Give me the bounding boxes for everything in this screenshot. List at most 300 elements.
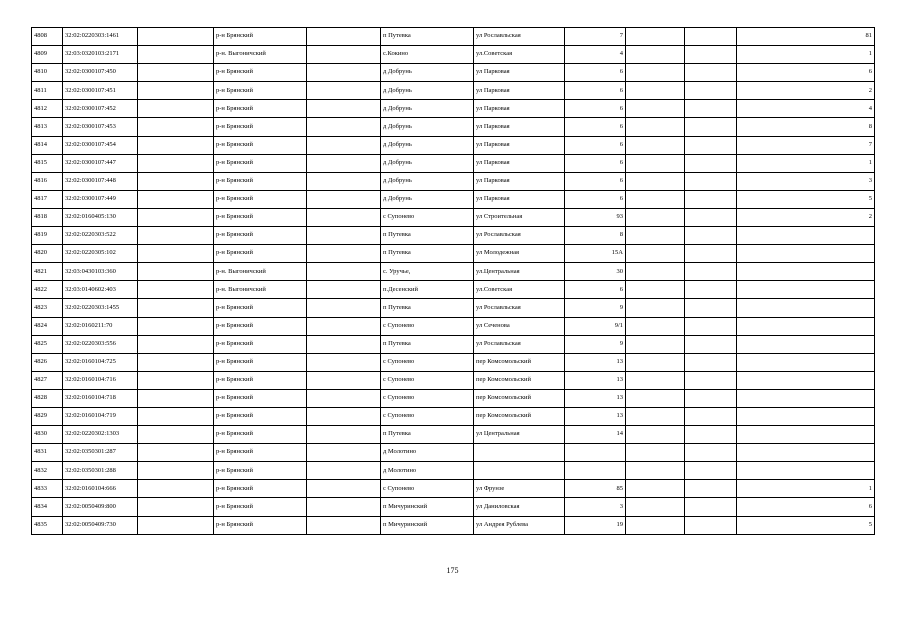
cell-cadastral-extra: [138, 263, 214, 281]
table-row: [32, 353, 875, 371]
cell-settlement: п Мичуринский: [381, 516, 474, 534]
cell-cadastral-number: 32:02:0300107:449: [63, 190, 138, 208]
cell-cadastral-extra: [138, 118, 214, 136]
cell-cadastral-number: 32:02:0220302:1303: [63, 426, 138, 444]
cell-district: р-н Брянский: [214, 245, 307, 263]
cell-district-extra: [307, 28, 381, 46]
table-row: [32, 46, 875, 64]
cell-building: [626, 154, 685, 172]
cell-building: [626, 407, 685, 425]
cell-row-number: 4833: [32, 480, 63, 498]
cell-row-number: 4815: [32, 154, 63, 172]
cell-building: [626, 136, 685, 154]
cell-apartment: [737, 389, 875, 407]
cell-district-extra: [307, 64, 381, 82]
table-row: [32, 136, 875, 154]
cell-row-number: 4834: [32, 498, 63, 516]
cell-block: [685, 46, 737, 64]
cell-street: ул Рославльская: [474, 28, 565, 46]
cell-house-number: 14: [565, 426, 626, 444]
cell-block: [685, 444, 737, 462]
cell-cadastral-number: 32:02:0220305:102: [63, 245, 138, 263]
cell-apartment: 7: [737, 136, 875, 154]
cell-district: р-н Брянский: [214, 299, 307, 317]
table-row: [32, 227, 875, 245]
cell-house-number: 6: [565, 82, 626, 100]
cell-cadastral-extra: [138, 245, 214, 263]
cell-district: р-н Брянский: [214, 64, 307, 82]
cell-row-number: 4820: [32, 245, 63, 263]
cell-apartment: 1: [737, 154, 875, 172]
cell-block: [685, 407, 737, 425]
table-row: [32, 82, 875, 100]
cell-row-number: 4821: [32, 263, 63, 281]
cell-street: ул Парковая: [474, 118, 565, 136]
cell-building: [626, 100, 685, 118]
cell-house-number: 8: [565, 227, 626, 245]
table-row: [32, 172, 875, 190]
cell-district: р-н Брянский: [214, 498, 307, 516]
cell-building: [626, 389, 685, 407]
cell-cadastral-number: 32:03:0140602:403: [63, 281, 138, 299]
cell-street: ул Андрея Рублева: [474, 516, 565, 534]
cell-house-number: 6: [565, 190, 626, 208]
cell-district: р-н Брянский: [214, 353, 307, 371]
cell-block: [685, 118, 737, 136]
cell-block: [685, 82, 737, 100]
cell-cadastral-number: 32:02:0160211:70: [63, 317, 138, 335]
cell-district: р-н Брянский: [214, 82, 307, 100]
cell-district-extra: [307, 516, 381, 534]
cell-house-number: 7: [565, 28, 626, 46]
cell-district-extra: [307, 480, 381, 498]
cell-building: [626, 263, 685, 281]
table-row: [32, 516, 875, 534]
cell-apartment: 5: [737, 516, 875, 534]
cell-cadastral-number: 32:02:0300107:450: [63, 64, 138, 82]
cell-cadastral-number: 32:02:0160104:718: [63, 389, 138, 407]
cell-cadastral-extra: [138, 281, 214, 299]
cell-settlement: с Супонево: [381, 371, 474, 389]
cell-cadastral-number: 32:02:0300107:451: [63, 82, 138, 100]
cell-row-number: 4826: [32, 353, 63, 371]
cell-cadastral-number: 32:03:0430103:360: [63, 263, 138, 281]
cell-house-number: 19: [565, 516, 626, 534]
cell-street: ул Парковая: [474, 82, 565, 100]
cell-street: пер Комсомольский: [474, 389, 565, 407]
cell-block: [685, 353, 737, 371]
cell-district: р-н Брянский: [214, 426, 307, 444]
cell-cadastral-number: 32:02:0350301:287: [63, 444, 138, 462]
cell-row-number: 4827: [32, 371, 63, 389]
cell-district-extra: [307, 208, 381, 226]
cell-district-extra: [307, 245, 381, 263]
cell-building: [626, 82, 685, 100]
cell-district: р-н Брянский: [214, 172, 307, 190]
cell-block: [685, 208, 737, 226]
cell-cadastral-extra: [138, 46, 214, 64]
cell-settlement: с Супонево: [381, 389, 474, 407]
cell-apartment: 8: [737, 118, 875, 136]
table-row: [32, 208, 875, 226]
table-body: [32, 28, 875, 535]
cell-house-number: 15А: [565, 245, 626, 263]
cell-row-number: 4810: [32, 64, 63, 82]
cell-block: [685, 299, 737, 317]
cell-block: [685, 426, 737, 444]
cell-settlement: д Добрунь: [381, 136, 474, 154]
cell-cadastral-extra: [138, 64, 214, 82]
cell-street: ул Рославльская: [474, 227, 565, 245]
cell-district-extra: [307, 136, 381, 154]
cell-apartment: 1: [737, 480, 875, 498]
cell-building: [626, 317, 685, 335]
cell-settlement: п Путевка: [381, 245, 474, 263]
cell-street: ул Молодежная: [474, 245, 565, 263]
cell-building: [626, 28, 685, 46]
cell-district-extra: [307, 371, 381, 389]
cell-street: ул Фрунзе: [474, 480, 565, 498]
cell-house-number: 6: [565, 100, 626, 118]
cell-apartment: 6: [737, 64, 875, 82]
cell-building: [626, 208, 685, 226]
cell-cadastral-extra: [138, 371, 214, 389]
cell-row-number: 4829: [32, 407, 63, 425]
cell-row-number: 4823: [32, 299, 63, 317]
cell-house-number: 13: [565, 353, 626, 371]
cell-row-number: 4817: [32, 190, 63, 208]
cell-building: [626, 118, 685, 136]
cell-building: [626, 46, 685, 64]
cell-settlement: с Супонево: [381, 407, 474, 425]
registry-table: [31, 27, 875, 535]
cell-apartment: 2: [737, 82, 875, 100]
cell-house-number: 6: [565, 136, 626, 154]
cell-house-number: 30: [565, 263, 626, 281]
cell-cadastral-extra: [138, 462, 214, 480]
cell-apartment: 5: [737, 190, 875, 208]
cell-building: [626, 190, 685, 208]
table-row: [32, 263, 875, 281]
cell-cadastral-extra: [138, 335, 214, 353]
cell-cadastral-extra: [138, 208, 214, 226]
cell-district: р-н Брянский: [214, 389, 307, 407]
cell-district: р-н Брянский: [214, 407, 307, 425]
page-number: 175: [446, 566, 459, 575]
cell-street: ул Строительная: [474, 208, 565, 226]
cell-row-number: 4808: [32, 28, 63, 46]
cell-apartment: [737, 245, 875, 263]
cell-cadastral-number: 32:02:0350301:288: [63, 462, 138, 480]
cell-district-extra: [307, 172, 381, 190]
cell-street: пер Комсомольский: [474, 407, 565, 425]
cell-apartment: 2: [737, 208, 875, 226]
cell-house-number: 93: [565, 208, 626, 226]
cell-settlement: д Добрунь: [381, 64, 474, 82]
cell-district-extra: [307, 100, 381, 118]
table-row: [32, 498, 875, 516]
cell-row-number: 4811: [32, 82, 63, 100]
cell-block: [685, 317, 737, 335]
cell-street: ул Рославльская: [474, 335, 565, 353]
cell-building: [626, 281, 685, 299]
cell-street: ул Рославльская: [474, 299, 565, 317]
cell-settlement: п Путевка: [381, 426, 474, 444]
table-row: [32, 480, 875, 498]
cell-district: р-н Брянский: [214, 462, 307, 480]
cell-district-extra: [307, 281, 381, 299]
cell-apartment: [737, 317, 875, 335]
cell-district: р-н. Выгоничский: [214, 281, 307, 299]
cell-house-number: 85: [565, 480, 626, 498]
cell-street: пер Комсомольский: [474, 371, 565, 389]
table-row: [32, 245, 875, 263]
cell-district: р-н Брянский: [214, 516, 307, 534]
cell-district-extra: [307, 335, 381, 353]
cell-district-extra: [307, 299, 381, 317]
cell-building: [626, 480, 685, 498]
cell-settlement: с Супонево: [381, 480, 474, 498]
cell-street: [474, 462, 565, 480]
cell-cadastral-number: 32:02:0050409:730: [63, 516, 138, 534]
cell-district: р-н. Выгоничский: [214, 263, 307, 281]
cell-cadastral-number: 32:02:0160104:719: [63, 407, 138, 425]
cell-building: [626, 462, 685, 480]
cell-house-number: 4: [565, 46, 626, 64]
cell-apartment: [737, 371, 875, 389]
cell-apartment: 4: [737, 100, 875, 118]
cell-cadastral-number: 32:02:0220303:1461: [63, 28, 138, 46]
table-row: [32, 28, 875, 46]
cell-house-number: 9: [565, 299, 626, 317]
cell-block: [685, 462, 737, 480]
cell-district: р-н Брянский: [214, 208, 307, 226]
cell-settlement: п Путевка: [381, 299, 474, 317]
cell-house-number: 6: [565, 281, 626, 299]
cell-apartment: [737, 281, 875, 299]
cell-cadastral-number: 32:02:0220303:522: [63, 227, 138, 245]
cell-block: [685, 516, 737, 534]
cell-district: р-н Брянский: [214, 118, 307, 136]
cell-house-number: 6: [565, 118, 626, 136]
cell-cadastral-number: 32:02:0160104:716: [63, 371, 138, 389]
cell-settlement: д Добрунь: [381, 154, 474, 172]
cell-row-number: 4822: [32, 281, 63, 299]
cell-cadastral-number: 32:02:0160405:130: [63, 208, 138, 226]
cell-row-number: 4814: [32, 136, 63, 154]
cell-cadastral-number: 32:02:0300107:453: [63, 118, 138, 136]
cell-settlement: с. Уручье,: [381, 263, 474, 281]
cell-cadastral-extra: [138, 498, 214, 516]
cell-building: [626, 498, 685, 516]
table-row: [32, 335, 875, 353]
table-row: [32, 281, 875, 299]
table-row: [32, 154, 875, 172]
cell-settlement: д Добрунь: [381, 118, 474, 136]
cell-district: р-н. Выгоничский: [214, 46, 307, 64]
cell-settlement: д Добрунь: [381, 100, 474, 118]
cell-district: р-н Брянский: [214, 136, 307, 154]
cell-cadastral-extra: [138, 299, 214, 317]
cell-cadastral-number: 32:02:0220303:1455: [63, 299, 138, 317]
cell-row-number: 4818: [32, 208, 63, 226]
cell-cadastral-number: 32:02:0160104:725: [63, 353, 138, 371]
cell-building: [626, 64, 685, 82]
cell-district: р-н Брянский: [214, 28, 307, 46]
cell-cadastral-extra: [138, 136, 214, 154]
table-row: [32, 444, 875, 462]
cell-district-extra: [307, 407, 381, 425]
cell-building: [626, 245, 685, 263]
cell-district: р-н Брянский: [214, 371, 307, 389]
cell-street: ул.Советская: [474, 281, 565, 299]
cell-building: [626, 172, 685, 190]
cell-settlement: д Добрунь: [381, 190, 474, 208]
cell-house-number: 9: [565, 335, 626, 353]
cell-building: [626, 444, 685, 462]
cell-house-number: 6: [565, 154, 626, 172]
cell-street: ул Парковая: [474, 190, 565, 208]
cell-apartment: 3: [737, 172, 875, 190]
cell-cadastral-extra: [138, 190, 214, 208]
cell-block: [685, 335, 737, 353]
cell-settlement: д Молотино: [381, 444, 474, 462]
cell-district-extra: [307, 82, 381, 100]
cell-district: р-н Брянский: [214, 190, 307, 208]
cell-block: [685, 245, 737, 263]
cell-block: [685, 28, 737, 46]
cell-house-number: 13: [565, 407, 626, 425]
cell-settlement: п.Десенский: [381, 281, 474, 299]
cell-apartment: [737, 335, 875, 353]
cell-settlement: п Путевка: [381, 28, 474, 46]
cell-apartment: [737, 426, 875, 444]
cell-building: [626, 353, 685, 371]
cell-apartment: 6: [737, 498, 875, 516]
cell-cadastral-extra: [138, 28, 214, 46]
cell-apartment: [737, 444, 875, 462]
cell-settlement: п Путевка: [381, 227, 474, 245]
cell-row-number: 4825: [32, 335, 63, 353]
table-row: [32, 371, 875, 389]
cell-street: ул Парковая: [474, 172, 565, 190]
cell-district: р-н Брянский: [214, 317, 307, 335]
cell-district: р-н Брянский: [214, 154, 307, 172]
table-row: [32, 299, 875, 317]
cell-cadastral-extra: [138, 516, 214, 534]
cell-district-extra: [307, 444, 381, 462]
cell-cadastral-extra: [138, 82, 214, 100]
cell-cadastral-extra: [138, 154, 214, 172]
cell-cadastral-extra: [138, 227, 214, 245]
cell-row-number: 4819: [32, 227, 63, 245]
cell-cadastral-number: 32:02:0300107:448: [63, 172, 138, 190]
cell-settlement: с.Кокино: [381, 46, 474, 64]
cell-block: [685, 227, 737, 245]
cell-building: [626, 335, 685, 353]
cell-cadastral-extra: [138, 407, 214, 425]
cell-house-number: 6: [565, 64, 626, 82]
cell-house-number: 13: [565, 371, 626, 389]
cell-settlement: д Добрунь: [381, 82, 474, 100]
table-row: [32, 100, 875, 118]
cell-street: ул Парковая: [474, 136, 565, 154]
cell-district-extra: [307, 154, 381, 172]
cell-cadastral-number: 32:03:0320103:2171: [63, 46, 138, 64]
cell-cadastral-number: 32:02:0220303:556: [63, 335, 138, 353]
cell-apartment: [737, 353, 875, 371]
cell-building: [626, 227, 685, 245]
cell-block: [685, 172, 737, 190]
cell-cadastral-extra: [138, 317, 214, 335]
cell-cadastral-number: 32:02:0160104:666: [63, 480, 138, 498]
cell-district-extra: [307, 263, 381, 281]
table-row: [32, 118, 875, 136]
cell-district-extra: [307, 462, 381, 480]
cell-building: [626, 426, 685, 444]
cell-district-extra: [307, 46, 381, 64]
cell-cadastral-extra: [138, 353, 214, 371]
cell-district-extra: [307, 227, 381, 245]
cell-street: пер Комсомольский: [474, 353, 565, 371]
cell-row-number: 4831: [32, 444, 63, 462]
cell-street: ул Центральная: [474, 426, 565, 444]
cell-district-extra: [307, 190, 381, 208]
cell-house-number: 3: [565, 498, 626, 516]
cell-street: ул Парковая: [474, 100, 565, 118]
cell-street: [474, 444, 565, 462]
cell-district: р-н Брянский: [214, 100, 307, 118]
table-row: [32, 407, 875, 425]
cell-house-number: [565, 462, 626, 480]
table-row: [32, 426, 875, 444]
cell-street: ул Парковая: [474, 64, 565, 82]
cell-block: [685, 190, 737, 208]
cell-block: [685, 480, 737, 498]
cell-row-number: 4828: [32, 389, 63, 407]
cell-settlement: п Путевка: [381, 335, 474, 353]
cell-row-number: 4809: [32, 46, 63, 64]
cell-cadastral-extra: [138, 100, 214, 118]
cell-apartment: [737, 263, 875, 281]
cell-block: [685, 498, 737, 516]
table-row: [32, 64, 875, 82]
cell-settlement: д Молотино: [381, 462, 474, 480]
table-row: [32, 317, 875, 335]
cell-settlement: п Мичуринский: [381, 498, 474, 516]
cell-block: [685, 389, 737, 407]
cell-settlement: с Супонево: [381, 353, 474, 371]
cell-house-number: [565, 444, 626, 462]
cell-house-number: 6: [565, 172, 626, 190]
cell-building: [626, 516, 685, 534]
cell-cadastral-number: 32:02:0300107:452: [63, 100, 138, 118]
table-row: [32, 389, 875, 407]
cell-row-number: 4816: [32, 172, 63, 190]
cell-block: [685, 281, 737, 299]
cell-apartment: [737, 299, 875, 317]
cell-street: ул Парковая: [474, 154, 565, 172]
cell-row-number: 4813: [32, 118, 63, 136]
cell-row-number: 4830: [32, 426, 63, 444]
cell-district-extra: [307, 317, 381, 335]
table-row: [32, 462, 875, 480]
cell-block: [685, 371, 737, 389]
table-row: [32, 190, 875, 208]
cell-street: ул Сеченова: [474, 317, 565, 335]
cell-district: р-н Брянский: [214, 480, 307, 498]
cell-cadastral-extra: [138, 389, 214, 407]
